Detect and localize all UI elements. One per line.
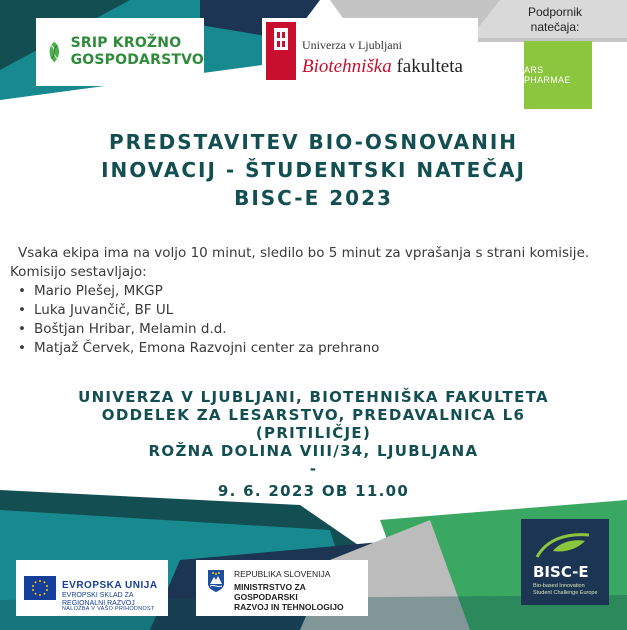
bf-faculty: [302, 56, 463, 78]
sponsor-label-line2: natečaja:: [530, 20, 580, 34]
srip-line2: GOSPODARSTVO: [70, 52, 204, 68]
venue-line4: ROŽNA DOLINA VIII/34, LJUBLJANA: [148, 442, 479, 460]
bisc-e-logo: [521, 519, 609, 605]
venue-line1: UNIVERZA V LJUBLJANI, BIOTEHNIŠKA FAKULTETA: [78, 388, 549, 406]
srip-logo: [36, 18, 204, 86]
bisc-subtitle: [533, 583, 598, 597]
biotehniska-logo: [262, 18, 478, 84]
venue-line3: (PRITILIČJE): [255, 424, 372, 442]
bisc-sub1: Bio-based Innovation: [533, 583, 585, 589]
rs-line1: REPUBLIKA SLOVENIJA: [234, 569, 331, 579]
committee-list: [10, 282, 622, 358]
intro-text: Vsaka ekipa ima na voljo 10 minut, sledilo bo 5 minut za vprašanja s strani komisije.: [18, 245, 590, 261]
eu-flag-icon: [24, 576, 56, 600]
slovenia-crest-icon: [208, 570, 224, 592]
rs-line2: MINISTRSTVO ZA GOSPODARSKI: [234, 582, 306, 602]
rs-line3: RAZVOJ IN TEHNOLOGIJO: [234, 602, 344, 612]
venue-line2: ODDELEK ZA LESARSTVO, PREDAVALNICA L6: [101, 406, 526, 424]
eu-note: NALOŽBA V VAŠO PRIHODNOST: [62, 606, 155, 612]
bf-faculty-italic: Biotehniška: [302, 56, 392, 77]
eu-line1: EVROPSKA UNIJA: [62, 580, 158, 591]
venue-dash: -: [309, 460, 318, 478]
title-line2: INOVACIJ - ŠTUDENTSKI NATEČAJ: [101, 158, 526, 182]
bf-university: Univerza v Ljubljani: [302, 38, 402, 52]
sponsor-label: [513, 5, 597, 35]
eu-line2: EVROPSKI SKLAD ZA: [62, 592, 134, 599]
eu-line3: REGIONALNI RAZVOJ: [62, 600, 135, 607]
event-title: [0, 128, 627, 212]
leaf-swirl-icon: [533, 529, 593, 561]
dna-leaf-icon: [46, 27, 63, 77]
list-item: • Matjaž Červek, Emona Razvojni center za prehrano: [16, 339, 622, 358]
republika-slovenija-logo: [196, 560, 368, 616]
event-date: 9. 6. 2023 OB 11.00: [217, 482, 410, 500]
title-line1: PREDSTAVITEV BIO-OSNOVANIH: [108, 130, 519, 154]
eu-logo: [16, 560, 168, 616]
bf-faculty-rest: fakulteta: [391, 56, 463, 77]
srip-line1: SRIP KROŽNO: [70, 35, 182, 51]
title-line3: BISC-E 2023: [234, 186, 393, 210]
sponsor-label-line1: Podpornik: [527, 5, 583, 19]
event-info: [10, 244, 622, 358]
list-item: • Boštjan Hribar, Melamin d.d.: [16, 320, 622, 339]
list-item: • Mario Plešej, MKGP: [16, 282, 622, 301]
list-item: • Luka Juvančič, BF UL: [16, 301, 622, 320]
bisc-sub2: Student Challenge Europe: [533, 590, 598, 596]
bisc-title: BISC-E: [533, 563, 589, 581]
venue-info: [0, 388, 627, 500]
committee-label: Komisijo sestavljajo:: [10, 264, 147, 280]
ars-pharmae-logo: ARS PHARMAE: [524, 41, 592, 109]
university-building-icon: [266, 22, 296, 80]
